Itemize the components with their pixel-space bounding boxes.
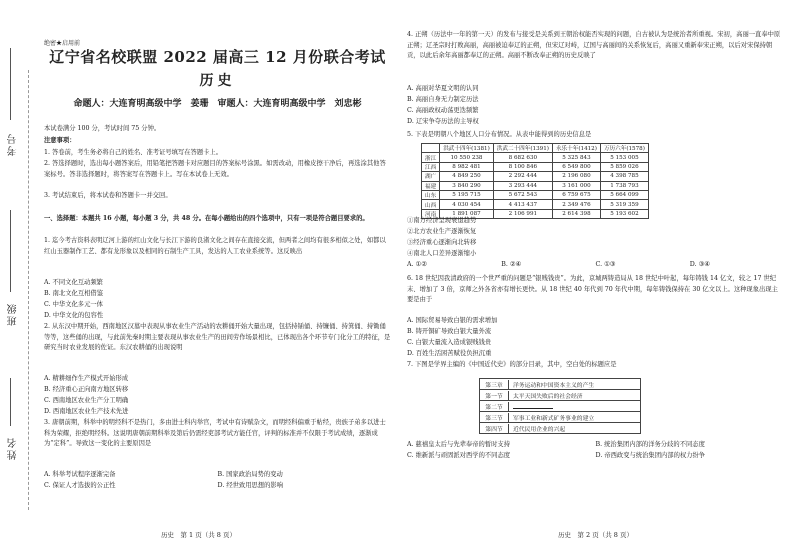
q5-option-b: B. ②④ [501,261,522,268]
q1-option-c: C. 中华文化多元一体 [44,301,103,308]
contents-chapter-key: 第四节 [480,424,509,433]
page-footer-1: 历史 第 1 页（共 8 页） [160,531,237,539]
table-value-cell: 5 672 543 [493,190,552,199]
contents-chapter-key: 第一节 [480,391,509,400]
contents-row [480,389,640,400]
q4-option-b: B. 高丽自身无力制定历法 [407,96,479,103]
table-value-cell: 4 849 250 [440,172,494,181]
table-value-cell: 2 196 080 [552,172,600,181]
exam-title: 辽宁省名校联盟 2022 届高三 12 月份联合考试 [49,48,386,66]
table-value-cell: 5 859 026 [600,162,648,171]
contents-chapter-key: 第三节 [480,413,509,422]
blank-line [513,402,553,409]
contents-row [480,379,640,389]
population-table [421,143,649,219]
table-region-cell: 福建 [422,181,440,190]
table-value-cell: 4 398 785 [600,172,648,181]
q5-statement-4: ④南北人口差异逐渐缩小 [407,250,477,257]
table-row [422,172,649,181]
q3-option-d: D. 经世致用思想的影响 [217,482,283,489]
secret-mark: 绝密★启用前 [44,40,81,47]
subject-title: 历史 [199,73,236,89]
notice-1: 1. 答卷前，考生务必将自己的姓名、准考证号填写在答题卡上。 [44,149,223,156]
table-value-cell: 3 293 444 [493,181,552,190]
exam-no-line [10,48,11,120]
table-header-cell [422,144,440,153]
q5-statement-3: ③经济重心逐渐向北转移 [407,239,477,246]
table-region-cell: 河南 [422,209,440,218]
q4-option-d: D. 辽宋争夺历法的主导权 [407,118,479,125]
table-value-cell: 1 891 087 [440,209,494,218]
table-value-cell: 1 738 793 [600,181,648,190]
notice-3: 3. 考试结束后，将本试卷和答题卡一并交回。 [44,192,172,199]
contents-row [480,411,640,422]
table-row [422,162,649,171]
q5-option-a: A. ①② [407,261,427,268]
notice-2: 2. 答选择题时，选出每小题答案后，用铅笔把答题卡对应题目的答案标号涂黑。如需改动，用橡皮擦干净后，再选涂其他答案标号。答非选择题时，将答案写在答题卡上。写在本试卷上无效。 [44,160,386,178]
table-region-cell: 山东 [422,190,440,199]
table-row [422,200,649,209]
label-name: 姓名 [8,436,19,460]
q3-option-c: C. 保证人才选拔的公正性 [44,482,116,489]
label-class: 班级 [8,302,19,326]
table-value-cell: 5 325 843 [552,153,600,162]
contents-row [480,422,640,433]
table-value-cell: 3 840 290 [440,181,494,190]
table-row [422,190,649,199]
table-value-cell: 3 161 000 [552,181,600,190]
name-line [10,378,11,426]
q4-option-a: A. 高丽对华夏文明的认同 [407,85,479,92]
page-footer-2: 历史 第 2 页（共 8 页） [557,531,634,539]
q7-option-d: D. 帝西政变与统治集团内部的权力纷争 [595,452,706,459]
contents-chapter-key: 第三章 [480,380,509,389]
table-header-cell: 洪武二十四年(1391) [493,144,552,153]
table-value-cell: 5 153 005 [600,153,648,162]
table-value-cell: 4 030 454 [440,200,494,209]
q7-stem: 7. 下图是学界主编的《中国近代史》的部分目录，其中，空白处的标题应是 [407,361,617,368]
class-line [10,210,11,292]
table-value-cell: 2 614 398 [552,209,600,218]
table-value-cell: 5 664 099 [600,190,648,199]
notice-title: 注意事项： [44,137,76,144]
contents-chapter-title: 军事工业和新式矿务事业的建立 [513,415,595,422]
q6-option-a: A. 国际贸易导致白银的需求增加 [407,317,498,324]
table-region-cell: 湖广 [422,172,440,181]
authors-line: 命题人：大连育明高级中学 姜珊 审题人：大连育明高级中学 刘忠彬 [73,99,362,109]
table-value-cell: 6 759 675 [552,190,600,199]
q5-statement-2: ②北方农业生产逐渐恢复 [407,228,477,235]
q3-option-a: A. 科举考试程序逐渐完备 [44,471,116,478]
q7-option-a: A. 慈禧皇太后与先辈奉帝的暂时支持 [407,441,511,448]
q6-option-b: B. 铸开铜矿导致白银大量外流 [407,328,492,335]
q7-contents-box [479,378,641,434]
q4-option-c: C. 高丽政权动荡更迭频繁 [407,107,479,114]
table-region-cell: 山西 [422,200,440,209]
q3-options-row2 [44,481,391,492]
contents-chapter-title: 近代民用企业的兴起 [513,426,566,433]
table-header-cell: 永乐十年(1412) [552,144,600,153]
q3-option-b: B. 国家政治局势的变动 [217,471,283,478]
q6-option-d: D. 百姓生活困苦赋役负担沉重 [407,350,492,357]
q5-options [407,260,784,271]
q5-stem: 5. 下表是明朝八个地区人口分布情况。从表中能得到的历史信息是 [407,131,592,138]
section-heading: 一、选择题：本题共 16 小题，每小题 3 分，共 48 分。在每小题给出的四个选项中，只有一项是符合题目要求的。 [44,215,369,222]
table-value-cell: 5 195 715 [440,190,494,199]
q2-stem: 2. 从东汉中期开始，西南地区汉墓中表现从事农业生产活动的农耕俑开始大量出现，包括持锸俑、持镰俑、持箕俑、持锄俑等等，这些俑的出现，与此前先秦时期主要表现从事农业生产的田间劳作场景相比，已体现出各个环节专门化分工的特征，是研究当时农业发展的佐证。东汉农耕俑的出现说明 [44,323,391,352]
label-exam-no: 考号 [8,132,19,156]
q2-option-b: B. 经济重心正向南方地区转移 [44,386,129,393]
q7-contents-wrap [407,378,784,434]
table-value-cell: 8 982 481 [440,162,494,171]
q2-option-c: C. 西南地区农业生产分工明确 [44,397,129,404]
q6-option-c: C. 白银大量流入造成银贱钱贵 [407,339,492,346]
q7-options-row1 [407,440,784,451]
contents-row [480,400,640,411]
population-table-wrap [421,143,784,219]
q3-stem: 3. 唐朝前期，科举中的明经科不是热门，多由进士科内举官，考试中有诗赋杂文，而明经科偏重于帖经，贵族子弟多以进士科为荣耀，拒绝明经科。这说明唐朝前期科举及第后仍需经吏部考试方能任官，评判的标准并不仅限于考试成绩，逐渐成为“定科”。导致这一变化的主要原因是 [44,419,386,448]
q1-option-d: D. 中华文化的包容性 [44,312,104,319]
contents-chapter-title: 太平天国失败后的社会经济 [513,393,583,400]
q6-stem: 6. 18 世纪因我清政府的一个世严重的问题是“银贱钱贵”。为此，京城两铸造局从 18 世纪中叶起，每年铸钱 14 亿文，较之 17 世纪末、增加了 3 倍，京师之外各省亦有增长更快。从 18 世纪 40 年代到 70 年代中期，每年铸钱保持在 30 亿文以上。这种现象出现主要是由于 [407,275,778,304]
table-value-cell: 5 319 359 [600,200,648,209]
table-value-cell: 2 106 991 [493,209,552,218]
table-value-cell: 8 100 846 [493,162,552,171]
contents-chapter-key: 第二节 [480,402,509,411]
contents-blank [509,402,553,411]
q5-option-d: D. ③④ [689,261,710,268]
table-value-cell: 5 193 602 [600,209,648,218]
table-value-cell: 2 349 476 [552,200,600,209]
table-row [422,181,649,190]
q2-option-a: A. 精耕细作生产模式开始形成 [44,375,129,382]
table-region-cell: 浙江 [422,153,440,162]
q7-options-row2 [407,451,784,462]
table-value-cell: 4 413 437 [493,200,552,209]
q4-stem: 4. 正朔（历法中一年的第一天）的发布与接受是关系到王朝治权能否实现的问题，自古被认为是统治者所重视。宋初，高丽一直奉中原正朔；辽圣宗时打败高丽，高丽被迫奉辽的正朔，但宋辽对峙，辽国与高丽间的关系恢复后，高丽又重新奉宋正朔，以后对宋保持朝贡，以此后余年高丽都奉辽的正朔。高丽不断改奉正朔的历史反映了 [407,31,781,60]
table-row [422,153,649,162]
right-page [397,0,794,550]
fold-line [28,70,29,510]
binding-margin [0,0,40,550]
table-value-cell: 2 292 444 [493,172,552,181]
intro: 本试卷满分 100 分，考试时间 75 分钟。 [44,125,161,132]
q2-option-d: D. 西南地区农业生产技术先进 [44,408,129,415]
q5-statement-1: ①南方经济呈现衰退趋势 [407,217,477,224]
contents-chapter-title: 洋务运动和中国资本主义的产生 [513,382,595,389]
q5-option-c: C. ①③ [595,261,616,268]
table-header-cell: 洪武十四年(1381) [440,144,494,153]
table-region-cell: 江西 [422,162,440,171]
q7-option-c: C. 维新派与顽固派对西学的不同态度 [407,452,511,459]
table-header-cell: 万历六年(1578) [600,144,648,153]
q1-stem: 1. 迄今考古资料表明辽河上游的红山文化与长江下游的良渚文化之间存在直接交流，但两者之间均有很多相似之处，如都以红山玉器制作工艺、都有龙形象以及相同的石制生产工具，发达的人工农业系统等。这反映出 [44,237,386,255]
q1-option-a: A. 不同文化互动频繁 [44,279,103,286]
table-value-cell: 6 549 800 [552,162,600,171]
q3-options-row1 [44,470,391,481]
q7-option-b: B. 统治集团内部的洋务分歧的不同态度 [595,441,705,448]
q1-option-b: B. 南北文化互相借鉴 [44,290,104,297]
table-value-cell: 8 682 630 [493,153,552,162]
table-value-cell: 10 550 238 [440,153,494,162]
